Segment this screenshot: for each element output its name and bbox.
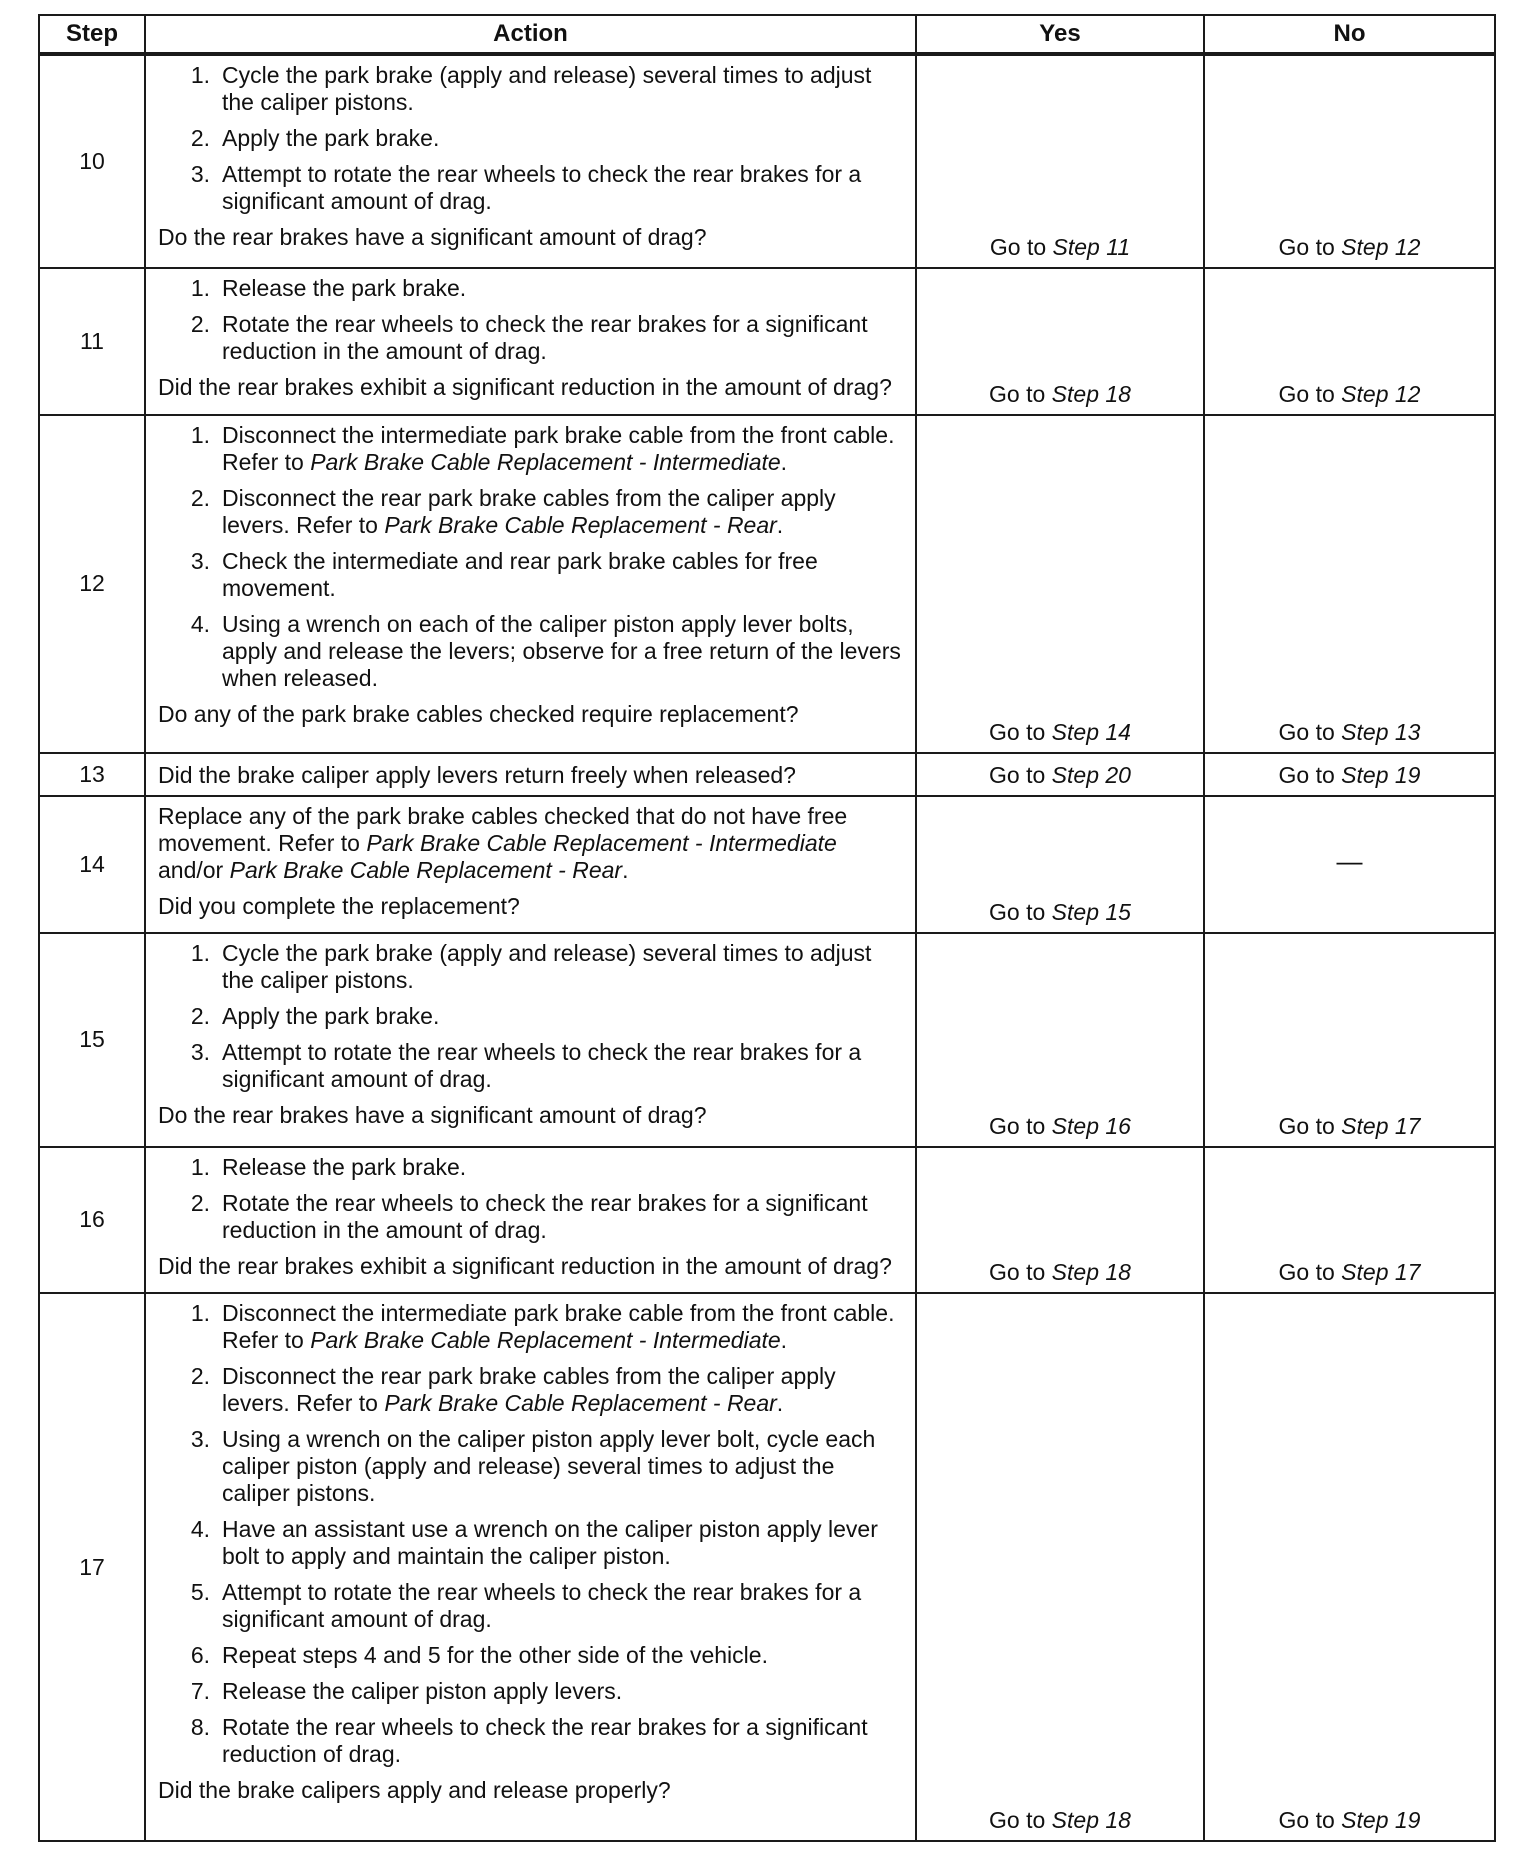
text-fragment: Apply the park brake. — [222, 125, 440, 151]
list-item — [158, 940, 903, 994]
table-row — [39, 1147, 1495, 1294]
text-fragment: Rotate the rear wheels to check the rear brakes for a significant reduction of drag. — [222, 1714, 868, 1768]
action-step-list — [158, 422, 903, 692]
list-item-text — [222, 548, 903, 602]
diagnostic-question: Did the brake caliper apply levers return freely when released? — [158, 761, 796, 788]
list-item — [158, 125, 903, 152]
reference-link-text: Park Brake Cable Replacement - Intermediate — [310, 448, 781, 475]
text-fragment: Release the caliper piston apply levers. — [222, 1678, 623, 1705]
step-number: 15 — [39, 933, 145, 1146]
diagnostic-question: Did the rear brakes exhibit a significant reduction in the amount of drag? — [158, 1252, 892, 1279]
text-fragment: Repeat steps 4 and 5 for the other side of the vehicle. — [222, 1642, 768, 1669]
text-fragment: Cycle the park brake (apply and release) several times to adjust the caliper pistons. — [222, 940, 872, 994]
diagnostic-question: Did the rear brakes exhibit a significant reduction in the amount of drag? — [158, 374, 892, 401]
list-item-number: 1. — [190, 421, 210, 448]
go-to-step-link[interactable]: Step 12 — [1341, 380, 1421, 407]
diagnostic-question: Do any of the park brake cables checked require replacement? — [158, 700, 799, 727]
list-item — [158, 1039, 903, 1093]
go-to-step-link[interactable]: Step 17 — [1341, 1112, 1421, 1139]
go-to-label: Go to — [989, 1807, 1046, 1833]
action-cell — [145, 933, 916, 1146]
list-item-number: 7. — [190, 1678, 210, 1705]
list-item — [158, 485, 903, 539]
step-number: 13 — [39, 753, 145, 797]
action-cell — [145, 753, 916, 797]
reference-link-text: Park Brake Cable Replacement - Rear — [384, 1390, 777, 1417]
list-item-text — [222, 1154, 903, 1181]
list-item-text — [222, 940, 903, 994]
list-item-number: 3. — [190, 1426, 210, 1453]
diagnostic-table — [38, 14, 1496, 1842]
list-item — [158, 1426, 903, 1507]
reference-link-text: Park Brake Cable Replacement - Rear — [229, 857, 623, 884]
yes-result-cell — [916, 1147, 1204, 1294]
go-to-label: Go to — [989, 1259, 1046, 1286]
header-no: No — [1204, 15, 1495, 54]
list-item-number: 1. — [190, 62, 210, 88]
go-to-step-link[interactable]: Step 20 — [1051, 762, 1131, 789]
list-item-number: 2. — [190, 1363, 210, 1390]
text-fragment: Rotate the rear wheels to check the rear brakes for a significant reduction in the amount of drag. — [222, 311, 868, 365]
list-item — [158, 1714, 903, 1768]
go-to-step-link[interactable]: Step 19 — [1341, 1807, 1421, 1833]
text-fragment: Disconnect the rear park brake cables from the caliper apply levers. Refer to — [222, 1363, 836, 1417]
list-item-text — [222, 1300, 903, 1354]
text-fragment: Disconnect the rear park brake cables from the caliper apply levers. Refer to — [222, 484, 836, 538]
list-item-text — [222, 1516, 903, 1570]
list-item — [158, 548, 903, 602]
step-number: 17 — [39, 1293, 145, 1841]
yes-result-cell — [916, 268, 1204, 415]
table-row — [39, 54, 1495, 268]
action-step-list — [158, 940, 903, 1093]
list-item — [158, 1190, 903, 1244]
no-result-cell — [1204, 1293, 1495, 1841]
go-to-label: Go to — [989, 899, 1046, 926]
go-to-label: Go to — [1278, 762, 1335, 789]
yes-result-cell — [916, 1293, 1204, 1841]
list-item-text — [222, 1003, 903, 1030]
no-result-cell — [1204, 796, 1495, 933]
list-item-number: 3. — [190, 161, 210, 187]
yes-result-cell — [916, 415, 1204, 753]
text-fragment: Cycle the park brake (apply and release) several times to adjust the caliper pistons. — [222, 62, 872, 115]
list-item — [158, 161, 903, 215]
list-item-text — [222, 161, 903, 215]
yes-result-cell — [916, 796, 1204, 933]
go-to-label: Go to — [989, 234, 1047, 261]
table-row — [39, 415, 1495, 753]
no-result-cell — [1204, 753, 1495, 797]
diagnostic-question: Do the rear brakes have a significant amount of drag? — [158, 224, 707, 250]
yes-result-cell — [916, 753, 1204, 797]
text-fragment: . — [780, 448, 788, 475]
table-header-row — [39, 15, 1495, 54]
text-fragment: Check the intermediate and rear park brake cables for free movement. — [222, 547, 818, 601]
go-to-label: Go to — [1278, 380, 1335, 407]
go-to-step-link[interactable]: Step 13 — [1341, 718, 1421, 745]
list-item-number: 2. — [190, 311, 210, 338]
header-action: Action — [145, 15, 916, 54]
go-to-step-link[interactable]: Step 18 — [1051, 380, 1131, 407]
list-item — [158, 311, 903, 365]
list-item-number: 2. — [190, 1003, 210, 1030]
go-to-step-link[interactable]: Step 15 — [1051, 899, 1131, 926]
text-fragment: Release the park brake. — [222, 275, 467, 302]
list-item-text — [222, 1426, 903, 1507]
table-row — [39, 933, 1495, 1146]
header-yes: Yes — [916, 15, 1204, 54]
list-item-number: 2. — [190, 1189, 210, 1216]
text-fragment: . — [780, 1327, 788, 1354]
text-fragment: Release the park brake. — [222, 1153, 467, 1180]
list-item — [158, 1003, 903, 1030]
text-fragment: Disconnect the intermediate park brake cable from the front cable. Refer to — [222, 1300, 895, 1354]
list-item-text — [222, 1190, 903, 1244]
list-item-number: 4. — [190, 610, 210, 637]
table-body — [39, 54, 1495, 1841]
no-result-cell — [1204, 1147, 1495, 1294]
text-fragment: Rotate the rear wheels to check the rear brakes for a significant reduction in the amount of drag. — [222, 1189, 868, 1243]
list-item — [158, 422, 903, 476]
list-item-number: 8. — [190, 1714, 210, 1741]
list-item — [158, 1154, 903, 1181]
yes-result-cell — [916, 933, 1204, 1146]
list-item — [158, 1516, 903, 1570]
step-number: 10 — [39, 54, 145, 268]
step-number: 11 — [39, 268, 145, 415]
text-fragment: Attempt to rotate the rear wheels to check the rear brakes for a significant amount of drag. — [222, 1579, 862, 1633]
not-applicable-dash: — — [1336, 846, 1363, 877]
action-cell — [145, 1147, 916, 1294]
list-item-number: 2. — [190, 125, 210, 151]
step-number: 14 — [39, 796, 145, 933]
no-result-cell — [1204, 54, 1495, 268]
list-item-text — [222, 1642, 903, 1669]
go-to-step-link[interactable]: Step 18 — [1051, 1259, 1131, 1286]
go-to-step-link[interactable]: Step 16 — [1051, 1112, 1131, 1139]
table-row — [39, 1293, 1495, 1841]
list-item-text — [222, 275, 903, 302]
action-cell — [145, 415, 916, 753]
list-item — [158, 1678, 903, 1705]
table-row — [39, 796, 1495, 933]
list-item-text — [222, 1678, 903, 1705]
action-cell — [145, 796, 916, 933]
go-to-label: Go to — [1278, 1807, 1335, 1833]
text-fragment: Have an assistant use a wrench on the caliper piston apply lever bolt to apply and maintain the caliper piston. — [222, 1516, 878, 1570]
no-result-cell — [1204, 268, 1495, 415]
diagnostic-question: Do the rear brakes have a significant amount of drag? — [158, 1102, 707, 1129]
action-step-list — [158, 275, 903, 365]
step-number: 12 — [39, 415, 145, 753]
list-item-text — [222, 1579, 903, 1633]
list-item-number: 4. — [190, 1516, 210, 1543]
text-fragment: . — [776, 1390, 784, 1417]
text-fragment: and/or — [158, 857, 230, 884]
list-item — [158, 1363, 903, 1417]
text-fragment: Replace any of the park brake cables checked that do not have free movement. Refer to — [158, 803, 848, 857]
go-to-step-link[interactable]: Step 17 — [1341, 1259, 1421, 1286]
go-to-label: Go to — [989, 762, 1046, 789]
table-row — [39, 753, 1495, 797]
list-item-text — [222, 611, 903, 692]
list-item-text — [222, 62, 903, 116]
list-item — [158, 611, 903, 692]
list-item-number: 1. — [190, 940, 210, 967]
diagnostic-question: Did the brake calipers apply and release properly? — [158, 1777, 671, 1804]
list-item-text — [222, 422, 903, 476]
list-item-number: 3. — [190, 1039, 210, 1066]
text-fragment: . — [776, 511, 784, 538]
no-result-cell — [1204, 415, 1495, 753]
text-fragment: Apply the park brake. — [222, 1003, 440, 1030]
list-item-text — [222, 485, 903, 539]
list-item-number: 1. — [190, 1300, 210, 1327]
list-item — [158, 275, 903, 302]
text-fragment: Using a wrench on the caliper piston apply lever bolt, cycle each caliper piston (apply and release) several times to adjust the caliper pistons. — [222, 1426, 876, 1507]
diagnostic-question: Did you complete the replacement? — [158, 893, 520, 920]
list-item-text — [222, 1039, 903, 1093]
list-item-number: 6. — [190, 1642, 210, 1669]
list-item — [158, 1300, 903, 1354]
text-fragment: Attempt to rotate the rear wheels to check the rear brakes for a significant amount of drag. — [222, 1039, 862, 1093]
go-to-step-link[interactable]: Step 18 — [1051, 1807, 1131, 1833]
text-fragment: Attempt to rotate the rear wheels to check the rear brakes for a significant amount of drag. — [222, 161, 862, 214]
list-item-text — [222, 1714, 903, 1768]
step-number: 16 — [39, 1147, 145, 1294]
go-to-label: Go to — [1278, 1112, 1335, 1139]
text-fragment: Using a wrench on each of the caliper piston apply lever bolts, apply and release the levers; observe for a free return of the levers when released. — [222, 610, 901, 691]
go-to-step-link[interactable]: Step 12 — [1341, 234, 1421, 261]
list-item-number: 1. — [190, 275, 210, 302]
action-cell — [145, 1293, 916, 1841]
reference-link-text: Park Brake Cable Replacement - Intermediate — [366, 830, 837, 857]
yes-result-cell — [916, 54, 1204, 268]
table-row — [39, 268, 1495, 415]
reference-link-text: Park Brake Cable Replacement - Rear — [384, 511, 777, 538]
go-to-label: Go to — [1278, 718, 1335, 745]
action-paragraph — [158, 803, 903, 884]
list-item-number: 2. — [190, 484, 210, 511]
list-item-text — [222, 125, 903, 152]
go-to-label: Go to — [989, 1112, 1046, 1139]
go-to-label: Go to — [989, 718, 1046, 745]
list-item — [158, 1579, 903, 1633]
go-to-step-link[interactable]: Step 19 — [1341, 762, 1421, 789]
action-step-list — [158, 1300, 903, 1768]
list-item — [158, 62, 903, 116]
action-step-list — [158, 1154, 903, 1244]
list-item-text — [222, 1363, 903, 1417]
list-item-number: 5. — [190, 1579, 210, 1606]
action-step-list — [158, 62, 903, 215]
list-item-number: 1. — [190, 1153, 210, 1180]
go-to-label: Go to — [1278, 1259, 1335, 1286]
action-cell — [145, 268, 916, 415]
go-to-label: Go to — [989, 380, 1046, 407]
list-item-text — [222, 311, 903, 365]
text-fragment: Disconnect the intermediate park brake cable from the front cable. Refer to — [222, 421, 895, 475]
go-to-step-link[interactable]: Step 11 — [1052, 234, 1131, 261]
text-fragment: . — [622, 857, 629, 884]
reference-link-text: Park Brake Cable Replacement - Intermediate — [310, 1327, 781, 1354]
action-cell — [145, 54, 916, 268]
go-to-step-link[interactable]: Step 14 — [1051, 718, 1131, 745]
list-item — [158, 1642, 903, 1669]
no-result-cell — [1204, 933, 1495, 1146]
header-step: Step — [39, 15, 145, 54]
go-to-label: Go to — [1278, 234, 1335, 261]
list-item-number: 3. — [190, 547, 210, 574]
